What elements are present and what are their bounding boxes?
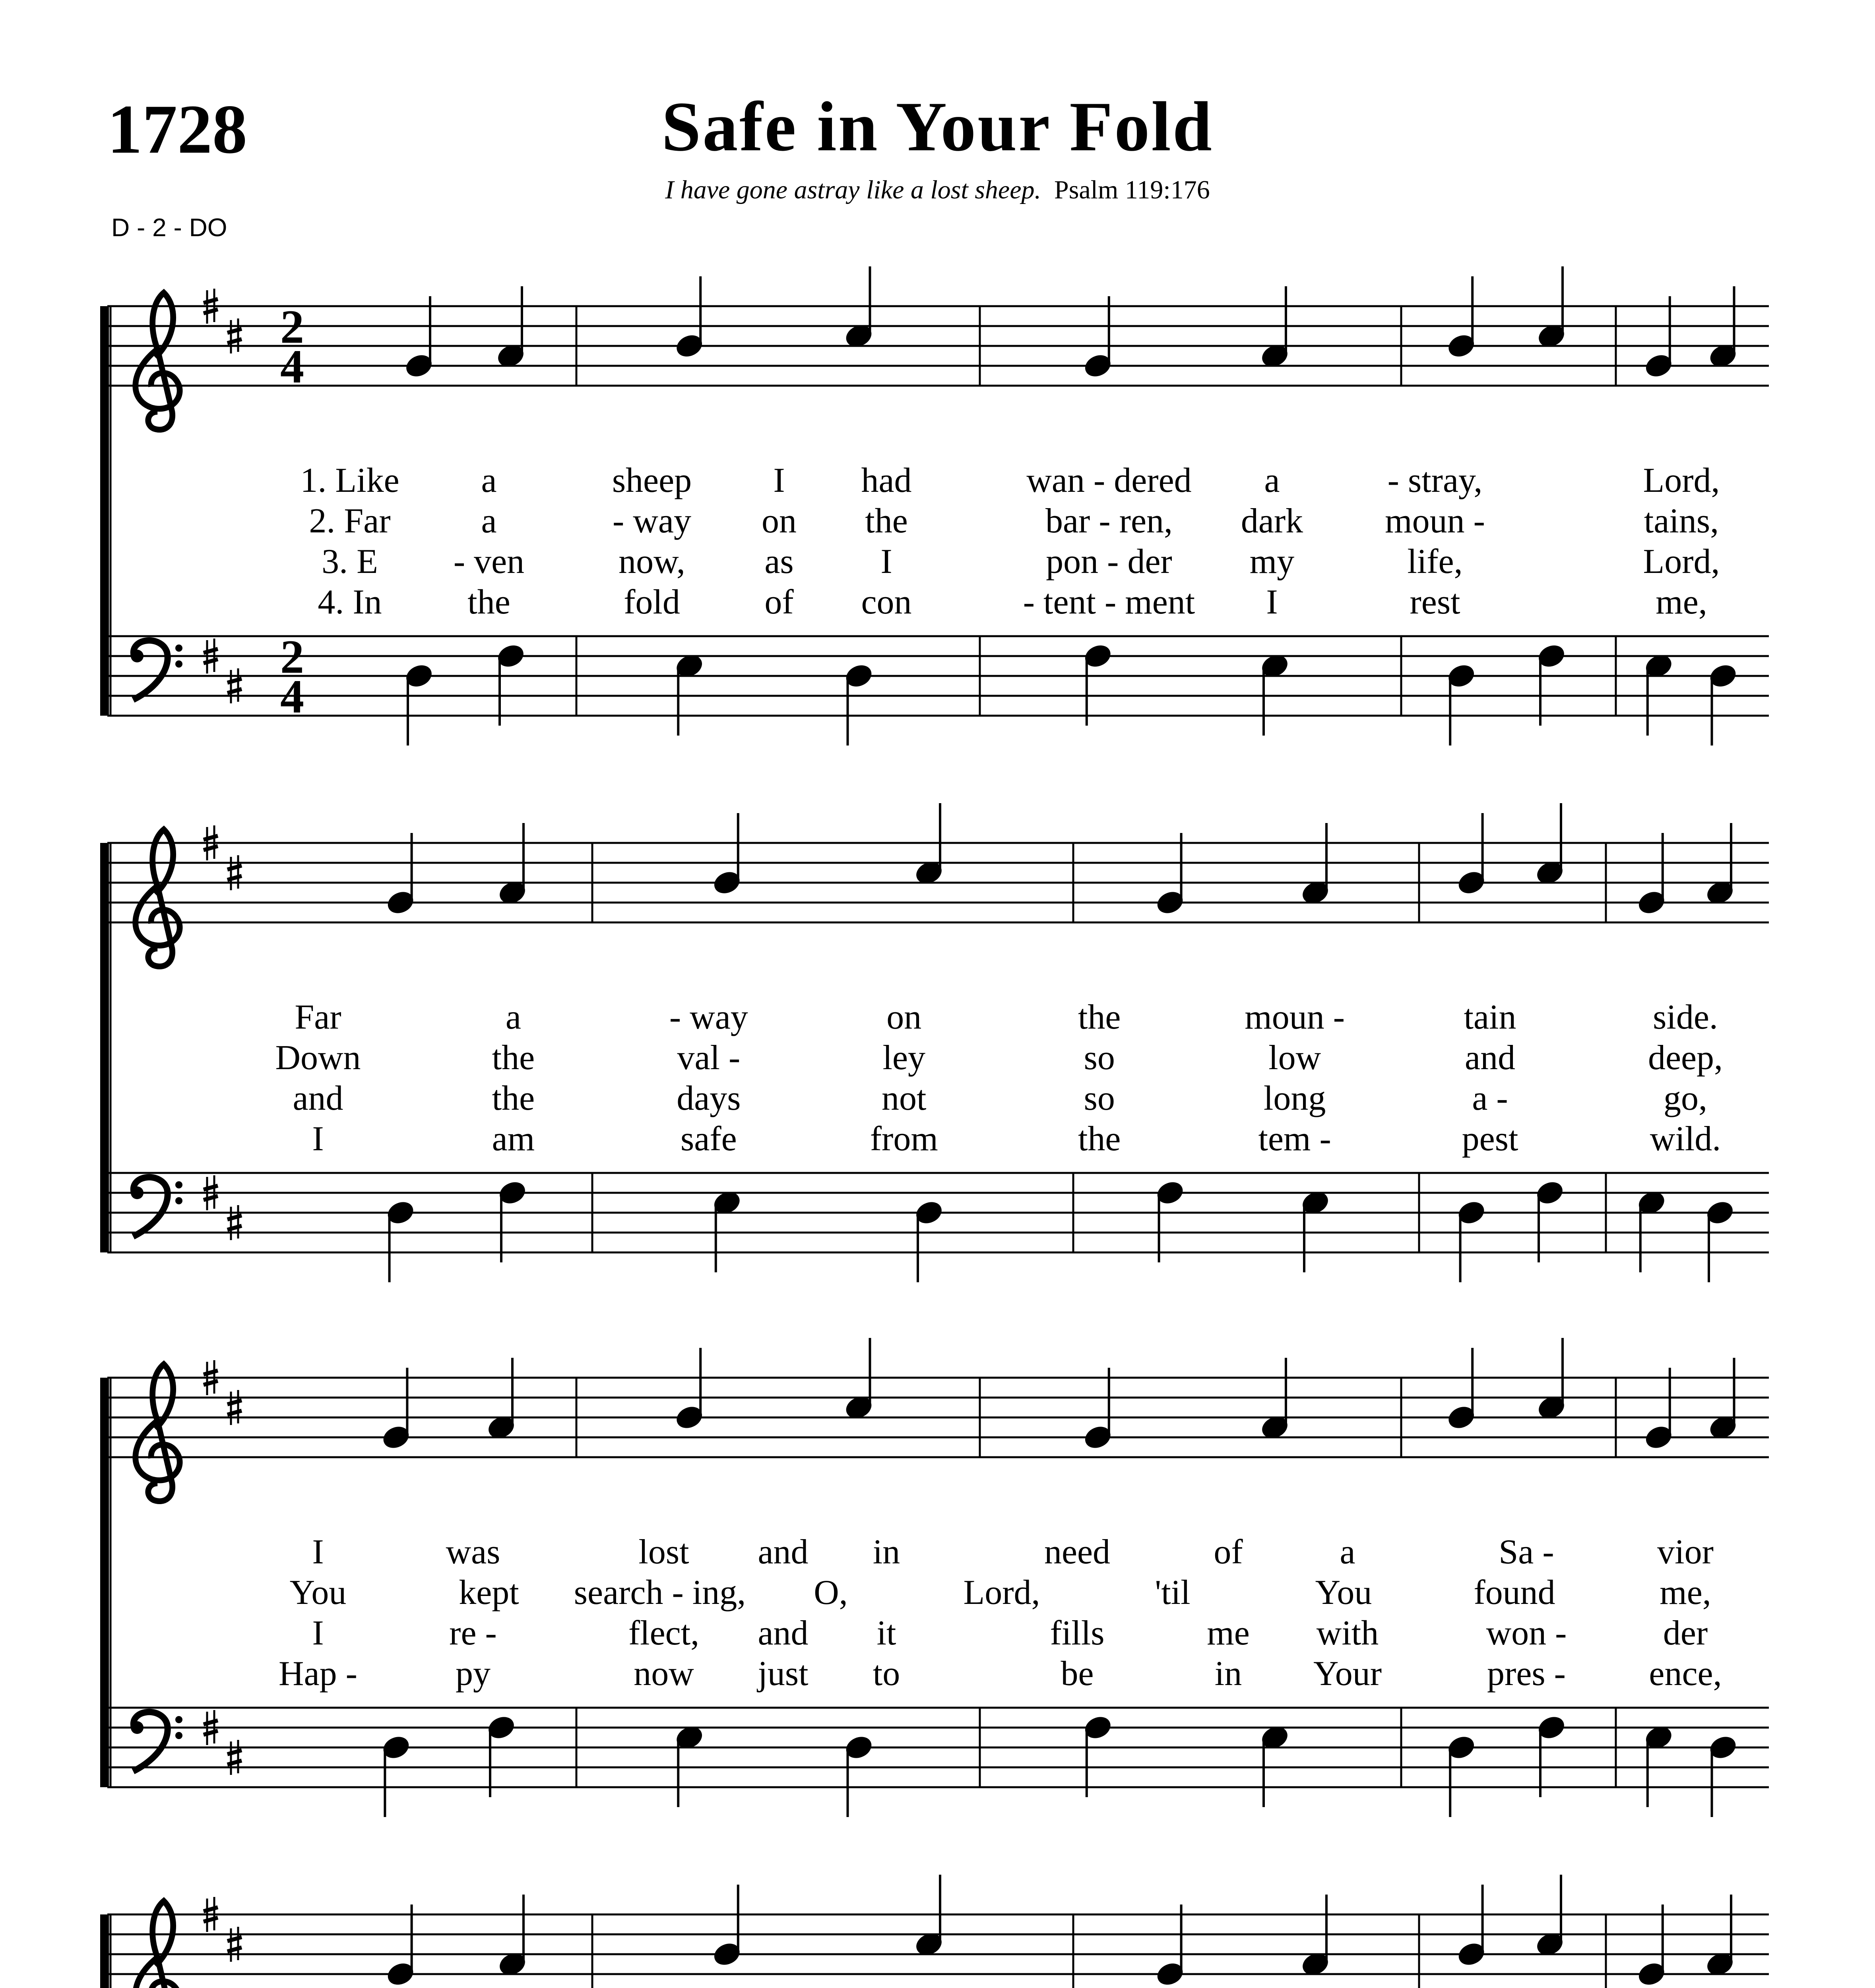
lyric-syllable: lost (638, 1533, 689, 1571)
lyric-syllable: was (446, 1533, 500, 1571)
lyric-syllable: a - (1472, 1079, 1508, 1118)
lyric-syllable: to (873, 1654, 900, 1693)
lyric-syllable: Down (275, 1039, 361, 1077)
lyric-syllable: the (865, 502, 908, 540)
lyric-syllable: with (1316, 1614, 1379, 1652)
lyric-syllable: low (1268, 1039, 1321, 1077)
lyric-syllable: I (773, 461, 785, 500)
lyric-syllable: be (1061, 1654, 1094, 1693)
sharp-c-treble (227, 855, 242, 890)
hymn-title: Safe in Your Fold (661, 87, 1214, 166)
lyric-syllable: pon - der (1046, 542, 1172, 581)
lyric-syllable: safe (681, 1120, 737, 1158)
system-brace-bar (100, 306, 109, 716)
lyric-syllable: won - (1486, 1614, 1567, 1652)
lyric-syllable: the (1078, 998, 1121, 1037)
lyric-syllable: You (289, 1573, 347, 1612)
treble-clef (136, 829, 180, 966)
lyric-syllable: a (481, 461, 497, 500)
lyric-syllable: O, (814, 1573, 848, 1612)
lyric-syllable: moun - (1385, 502, 1485, 540)
lyric-syllable: had (861, 461, 912, 500)
scripture-quote: I have gone astray like a lost sheep. (665, 175, 1041, 204)
lyric-syllable: go, (1664, 1079, 1707, 1118)
lyric-syllable: kept (459, 1573, 519, 1612)
lyric-syllable: fold (624, 583, 680, 621)
lyric-syllable: in (873, 1533, 900, 1571)
lyric-syllable: I (312, 1533, 324, 1571)
lyric-syllable: I (1266, 583, 1278, 621)
lyric-syllable: - way (669, 998, 748, 1037)
lyric-syllable: from (870, 1120, 938, 1158)
lyric-syllable: a (1340, 1533, 1355, 1571)
lyric-syllable: search - ing, (574, 1573, 746, 1612)
lyric-syllable: flect, (628, 1614, 700, 1652)
lyric-syllable: the (1078, 1120, 1121, 1158)
lyric-syllable: a (505, 998, 521, 1037)
meter-label: D - 2 - DO (111, 213, 227, 242)
lyric-syllable: 4. In (318, 583, 382, 621)
lyric-syllable: of (764, 583, 794, 621)
sharp-c-treble (227, 1390, 242, 1425)
lyric-syllable: I (312, 1614, 324, 1652)
system-brace-bar (100, 1378, 109, 1787)
lyric-syllable: der (1663, 1614, 1708, 1652)
lyric-syllable: need (1044, 1533, 1111, 1571)
time-signature-digit: 2 (280, 630, 304, 683)
lyric-syllable: pest (1462, 1120, 1518, 1158)
lyric-syllable: Lord, (963, 1573, 1040, 1612)
lyric-syllable: tain (1464, 998, 1516, 1037)
lyric-syllable: ence, (1649, 1654, 1722, 1693)
lyric-syllable: moun - (1245, 998, 1345, 1037)
lyric-syllable: and (758, 1533, 809, 1571)
lyric-syllable: me (1207, 1614, 1250, 1652)
lyric-syllable: the (492, 1079, 535, 1118)
lyric-syllable: py (456, 1654, 491, 1693)
lyric-syllable: wild. (1650, 1120, 1721, 1158)
lyric-syllable: me, (1660, 1573, 1711, 1612)
lyric-syllable: on (886, 998, 922, 1037)
lyric-syllable: Far (295, 998, 341, 1037)
lyric-syllable: and (758, 1614, 809, 1652)
lyric-syllable: tem - (1258, 1120, 1331, 1158)
lyric-syllable: pres - (1487, 1654, 1566, 1693)
bass-clef (131, 641, 182, 700)
lyric-syllable: so (1084, 1039, 1115, 1077)
lyric-syllable: the (467, 583, 510, 621)
lyric-syllable: - way (613, 502, 691, 540)
treble-clef (136, 1364, 180, 1501)
lyric-syllable: long (1263, 1079, 1326, 1118)
lyric-syllable: the (492, 1039, 535, 1077)
scripture-reference: Psalm 119:176 (1054, 175, 1210, 204)
lyric-syllable: 1. Like (300, 461, 399, 500)
lyric-syllable: I (880, 542, 892, 581)
sharp-c-bass (227, 1205, 242, 1240)
lyric-syllable: a (1264, 461, 1280, 500)
lyric-syllable: now (634, 1654, 694, 1693)
system-brace-bar (100, 843, 109, 1252)
lyric-syllable: so (1084, 1079, 1115, 1118)
lyric-syllable: 2. Far (309, 502, 391, 540)
lyric-syllable: I (312, 1120, 324, 1158)
lyric-syllable: my (1249, 542, 1295, 581)
sharp-c-bass (227, 1740, 242, 1775)
lyric-syllable: and (1465, 1039, 1516, 1077)
lyric-syllable: - ven (453, 542, 525, 581)
sharp-c-treble (227, 1927, 242, 1962)
lyric-syllable: fills (1050, 1614, 1105, 1652)
lyric-syllable: side. (1653, 998, 1718, 1037)
lyric-syllable: rest (1410, 583, 1460, 621)
lyric-syllable: - tent - ment (1023, 583, 1195, 621)
lyric-syllable: Lord, (1643, 542, 1720, 581)
lyric-syllable: deep, (1648, 1039, 1723, 1077)
lyric-syllable: am (492, 1120, 535, 1158)
lyric-syllable: ley (882, 1039, 926, 1077)
lyric-syllable: Hap - (279, 1654, 357, 1693)
lyric-syllable: 3. E (322, 542, 378, 581)
lyric-syllable: days (677, 1079, 741, 1118)
bass-clef (131, 1712, 182, 1771)
lyric-syllable: of (1214, 1533, 1243, 1571)
lyric-syllable: in (1214, 1654, 1242, 1693)
lyric-syllable: on (762, 502, 797, 540)
lyric-syllable: tains, (1644, 502, 1719, 540)
time-signature-digit: 4 (280, 670, 304, 723)
lyric-syllable: - stray, (1387, 461, 1483, 500)
lyric-syllable: it (876, 1614, 896, 1652)
time-signature-digit: 4 (280, 340, 304, 393)
treble-clef (136, 293, 180, 429)
lyric-syllable: not (882, 1079, 927, 1118)
lyric-syllable: val - (677, 1039, 741, 1077)
lyric-syllable: wan - dered (1026, 461, 1192, 500)
lyric-syllable: as (764, 542, 794, 581)
lyric-syllable: now, (619, 542, 685, 581)
bass-clef (131, 1177, 182, 1237)
lyric-syllable: sheep (612, 461, 692, 500)
sharp-c-bass (227, 668, 242, 703)
hymn-number: 1728 (107, 91, 247, 168)
lyric-syllable: Your (1313, 1654, 1382, 1693)
time-signature-digit: 2 (280, 300, 304, 353)
lyric-syllable: dark (1241, 502, 1303, 540)
lyric-syllable: just (758, 1654, 809, 1693)
lyric-syllable: found (1474, 1573, 1555, 1612)
lyric-syllable: re - (449, 1614, 497, 1652)
lyric-syllable: life, (1407, 542, 1463, 581)
lyric-syllable: con (861, 583, 912, 621)
lyric-syllable: You (1315, 1573, 1372, 1612)
lyric-syllable: and (293, 1079, 343, 1118)
lyric-syllable: me, (1656, 583, 1707, 621)
lyric-syllable: vior (1657, 1533, 1714, 1571)
lyric-syllable: 'til (1155, 1573, 1191, 1612)
sharp-c-treble (227, 318, 242, 353)
system-brace-bar (100, 1914, 109, 1988)
lyric-syllable: Lord, (1643, 461, 1720, 500)
lyric-syllable: a (481, 502, 497, 540)
lyric-syllable: bar - ren, (1045, 502, 1173, 540)
lyric-syllable: Sa - (1499, 1533, 1554, 1571)
